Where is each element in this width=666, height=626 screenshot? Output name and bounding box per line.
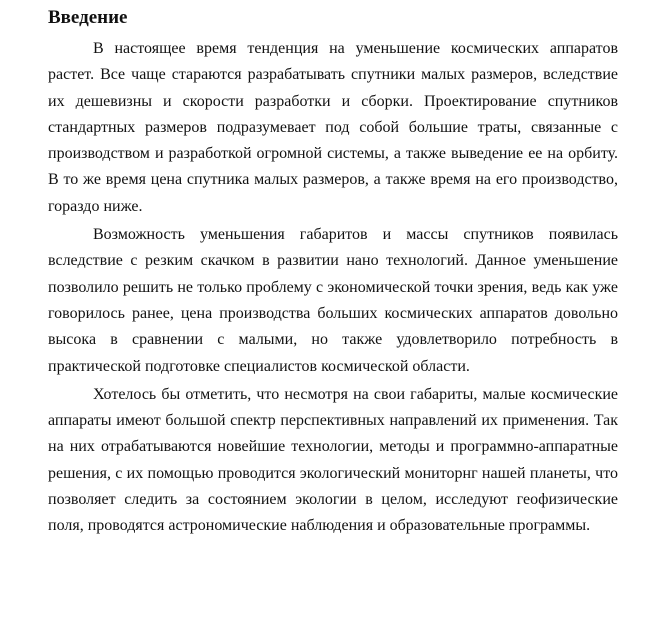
document-page [48,4,618,542]
paragraph-1: В настоящее время тенденция на уменьшение космических аппаратов растет. Все чаще стараются разрабатывать спутники малых размеров, вследствие их дешевизны и скорости разработки и сборки. Проектирование спутников стандартных размеров подразумевает под собой большие траты, связанные с производством и разработкой огромной системы, а также выведение ее на орбиту. В то же время цена спутника малых размеров, а также время на его производство, гораздо ниже. [48,40,618,215]
paragraph-3: Хотелось бы отметить, что несмотря на свои габариты, малые космические аппараты имеют большой спектр перспективных направлений их применения. Так на них отрабатываются новейшие технологии, методы и программно-аппаратные решения, с их помощью проводится экологический мониторнг нашей планеты, что позволяет следить за состоянием экологии в целом, исследуют геофизические поля, проводятся астрономические наблюдения и образовательные программы. [48,385,618,535]
paragraph-2: Возможность уменьшения габаритов и массы спутников появилась вследствие с резким скачком в развитии нано технологий. Данное уменьшение позволило решить не только проблему с экономической точки зрения, ведь как уже говорилось ранее, цена производства больших космических аппаратов довольно высока в сравнении с малыми, но также удовлетворило потребность в практической подготовке специалистов космической области. [48,226,618,375]
section-heading: Введение [48,7,128,28]
